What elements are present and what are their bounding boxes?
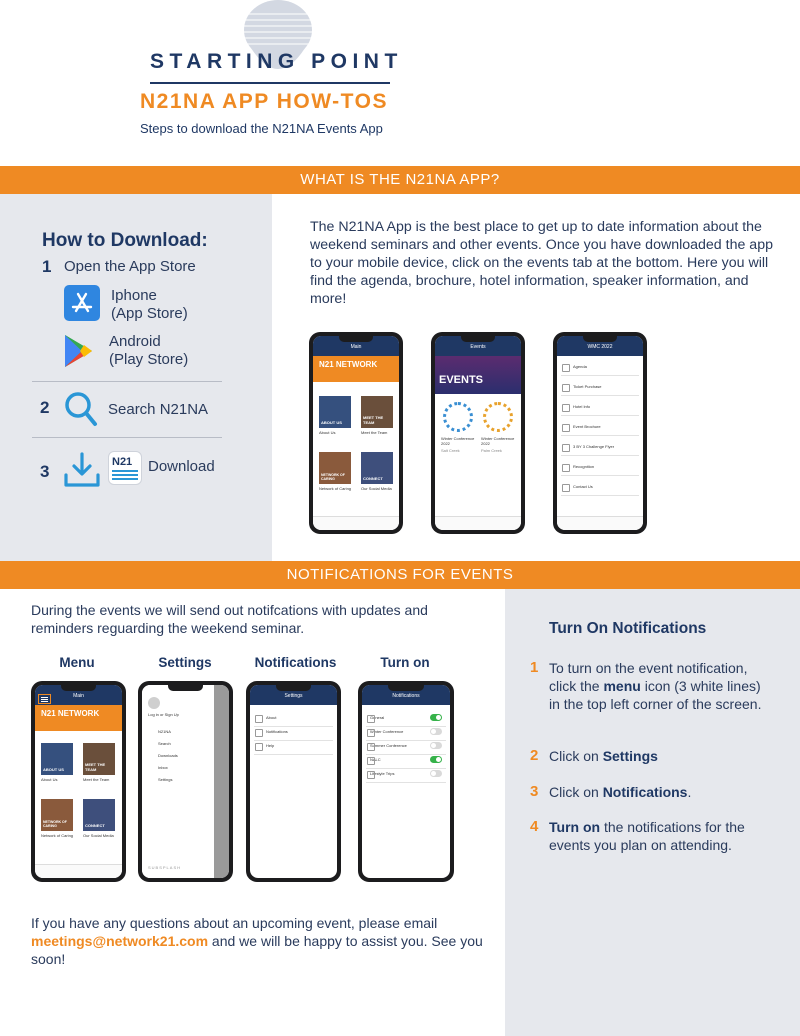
toggle-switch[interactable] xyxy=(430,742,442,749)
brand-rule xyxy=(150,82,390,84)
app-banner: N21 NETWORK xyxy=(35,705,122,731)
phone-events-screen xyxy=(431,332,525,534)
drawer-shade xyxy=(214,685,229,878)
step-1-number: 1 xyxy=(42,257,52,276)
detail-row[interactable]: Hotel Info xyxy=(561,398,639,416)
section-banner-notifications: NOTIFICATIONS FOR EVENTS xyxy=(0,561,800,589)
download-icon xyxy=(63,451,101,489)
app-bar: Events xyxy=(435,336,521,356)
instruction-number: 1 xyxy=(530,659,539,676)
app-bar: WMC 2022 xyxy=(557,336,643,356)
step-3-number: 3 xyxy=(40,462,50,481)
android-label: Android xyxy=(109,333,161,350)
drawer-footer: SUBSPLASH xyxy=(148,865,182,870)
event-item[interactable]: Winter Conference 2022 xyxy=(441,436,475,446)
app-bar: Main xyxy=(35,685,122,705)
detail-row[interactable]: Event Brochure xyxy=(561,418,639,436)
detail-row[interactable]: Contact Us xyxy=(561,478,639,496)
instruction-text: Click on Settings xyxy=(549,748,658,764)
iphone-label: Iphone xyxy=(111,287,157,304)
toggle-switch[interactable] xyxy=(430,770,442,777)
app-banner: N21 NETWORK xyxy=(313,356,399,382)
event-badge-icon xyxy=(483,402,513,432)
phone-main-screen xyxy=(309,332,403,534)
step-2-number: 2 xyxy=(40,398,50,417)
settings-row-notifications[interactable]: Notifications xyxy=(254,723,333,741)
turn-on-title: Turn On Notifications xyxy=(549,620,707,637)
closing-paragraph: If you have any questions about an upcoming event, please email meetings@network21.com and we will be happy to assist you. See you soon! xyxy=(31,915,483,967)
event-badge-icon xyxy=(443,402,473,432)
tab-bar[interactable] xyxy=(557,516,643,530)
phone-settings-screen xyxy=(138,681,233,882)
drawer-item[interactable]: Downloads xyxy=(158,753,178,758)
tab-bar[interactable] xyxy=(313,516,399,530)
brand-title: STARTING POINT xyxy=(150,50,403,73)
phone-turn-on-screen xyxy=(358,681,454,882)
intro-paragraph: The N21NA App is the best place to get up to date information about the weekend seminars and other events. Once you have downloaded the app to your mobile device, click on the events tab at the bottom. Here you will find the agenda, brochure, hotel information, speaker information, and more! xyxy=(310,219,773,307)
caption-notifications: Notifications xyxy=(254,655,337,670)
login-link[interactable]: Log in or Sign Up xyxy=(148,712,179,717)
email-link[interactable]: meetings@network21.com xyxy=(31,933,209,949)
drawer-item-settings[interactable]: Settings xyxy=(158,777,173,782)
event-location: Salt Creek xyxy=(441,448,460,453)
tile-label: Network of Caring xyxy=(319,486,352,491)
step-2-text: Search N21NA xyxy=(108,401,209,418)
settings-row[interactable]: About xyxy=(254,709,333,727)
tile-label: Meet the Team xyxy=(83,777,110,782)
tile-label: About Us xyxy=(319,430,336,435)
notification-row: NALC xyxy=(366,751,446,769)
search-icon xyxy=(64,391,98,427)
step-1-text: Open the App Store xyxy=(64,258,196,275)
tab-bar[interactable] xyxy=(435,516,521,530)
drawer-item[interactable]: N21NA xyxy=(158,729,171,734)
detail-row[interactable]: Recognition xyxy=(561,458,639,476)
event-location: Palm Creek xyxy=(481,448,502,453)
phone-menu-screen xyxy=(31,681,126,882)
app-bar: Notifications xyxy=(362,685,450,705)
app-bar: Settings xyxy=(250,685,337,705)
notification-row: General xyxy=(366,709,446,727)
events-hero: EVENTS xyxy=(435,356,521,394)
tile-network-of-caring[interactable]: NETWORK OF CARING xyxy=(319,452,351,484)
during-paragraph: During the events we will send out notifcations with updates and reminders reguarding the weekend seminar. xyxy=(31,602,428,636)
tile-label: Meet the Team xyxy=(361,430,388,435)
instruction-text: Turn on the notifications for the events you plan on attending. xyxy=(549,819,745,853)
instruction-text: Click on Notifications. xyxy=(549,784,692,800)
instruction-number: 4 xyxy=(530,818,539,835)
instruction-text: To turn on the event notification, click the menu icon (3 white lines) in the top left corner of the screen. xyxy=(549,660,762,712)
caption-settings: Settings xyxy=(158,655,212,670)
tile-about-us[interactable]: ABOUT US xyxy=(319,396,351,428)
detail-row[interactable]: Ticket Purchase xyxy=(561,378,639,396)
page-subtitle: Steps to download the N21NA Events App xyxy=(140,121,383,136)
tile-network-of-caring[interactable]: NETWORK OF CARING xyxy=(41,799,73,831)
notification-row: Winter Conference xyxy=(366,723,446,741)
tile-label: About Us xyxy=(41,777,58,782)
tile-label: Our Social Media xyxy=(361,486,392,491)
toggle-switch[interactable] xyxy=(430,728,442,735)
instruction-number: 2 xyxy=(530,747,539,764)
avatar xyxy=(148,697,160,709)
drawer-item[interactable]: Search xyxy=(158,741,171,746)
caption-menu: Menu xyxy=(59,655,95,670)
phone-event-detail-screen xyxy=(553,332,647,534)
phone-notifications-screen xyxy=(246,681,341,882)
detail-row[interactable]: 3 BY 3 Challenge Flyer xyxy=(561,438,639,456)
android-store-label: (Play Store) xyxy=(109,351,189,368)
tile-label: Our Social Media xyxy=(83,833,114,838)
section-banner-what-is: WHAT IS THE N21NA APP? xyxy=(0,166,800,194)
turn-on-panel xyxy=(505,589,800,1036)
step-3-text: Download xyxy=(148,458,215,475)
tile-about-us[interactable]: ABOUT US xyxy=(41,743,73,775)
notification-row: Lifestyle Trips xyxy=(366,765,446,783)
tile-meet-the-team[interactable]: MEET THE TEAM xyxy=(361,396,393,428)
play-store-icon[interactable] xyxy=(62,333,96,369)
tile-connect[interactable]: CONNECT xyxy=(83,799,115,831)
caption-turn-on: Turn on xyxy=(380,655,430,670)
tile-connect[interactable]: CONNECT xyxy=(361,452,393,484)
n21-app-icon[interactable] xyxy=(108,451,142,485)
notification-row: Summer Conference xyxy=(366,737,446,755)
tab-bar[interactable] xyxy=(35,864,122,878)
iphone-store-label: (App Store) xyxy=(111,305,188,322)
menu-icon[interactable] xyxy=(38,694,51,704)
divider xyxy=(32,381,222,382)
app-store-icon[interactable] xyxy=(64,285,100,321)
app-bar: Main xyxy=(313,336,399,356)
page-title: N21NA APP HOW-TOS xyxy=(140,90,388,113)
drawer-item[interactable]: Inbox xyxy=(158,765,168,770)
settings-row[interactable]: Help xyxy=(254,737,333,755)
toggle-switch[interactable] xyxy=(430,756,442,763)
detail-row[interactable]: Agenda xyxy=(561,358,639,376)
divider xyxy=(32,437,222,438)
how-to-title: How to Download: xyxy=(42,230,208,251)
n21-logo-text: N21 xyxy=(112,456,133,468)
toggle-switch[interactable] xyxy=(430,714,442,721)
event-item[interactable]: Winter Conference 2022 xyxy=(481,436,515,446)
tile-meet-the-team[interactable]: MEET THE TEAM xyxy=(83,743,115,775)
instruction-number: 3 xyxy=(530,783,539,800)
tile-label: Network of Caring xyxy=(41,833,74,838)
